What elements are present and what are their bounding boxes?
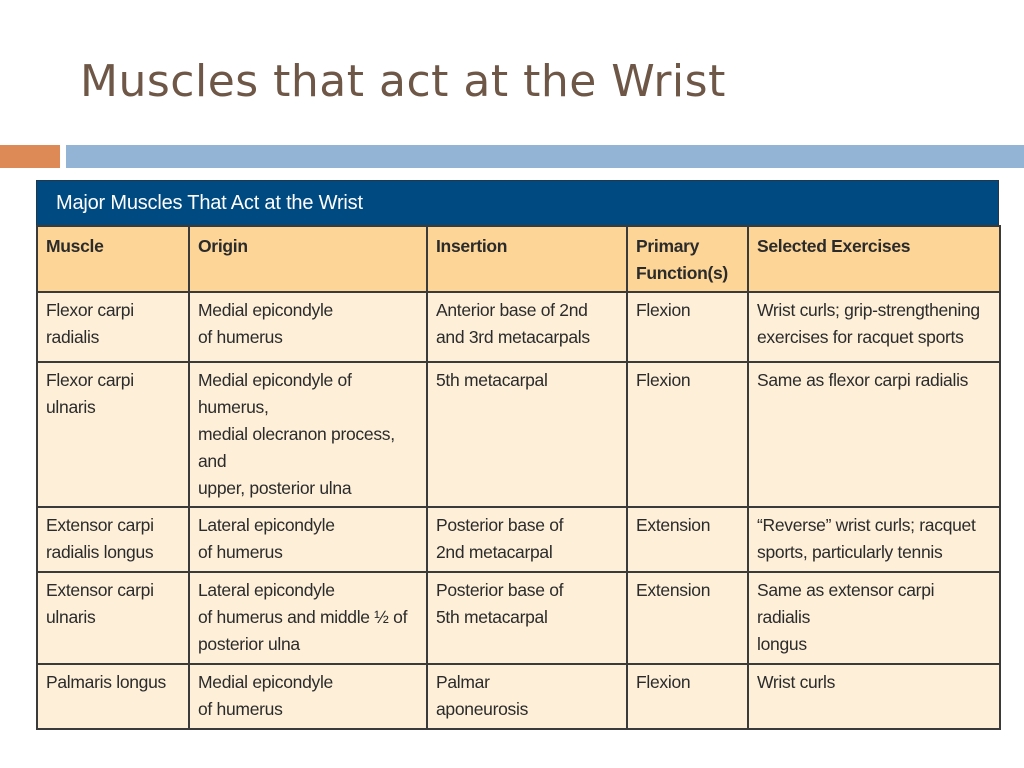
cell-function: Flexion — [627, 664, 748, 729]
cell-insertion: Posterior base of 5th metacarpal — [427, 572, 627, 664]
cell-origin: Lateral epicondyle of humerus — [189, 507, 427, 572]
cell-insertion: Palmar aponeurosis — [427, 664, 627, 729]
column-header-origin: Origin — [189, 226, 427, 292]
column-header-insertion: Insertion — [427, 226, 627, 292]
accent-bar-orange — [0, 145, 60, 168]
table-row — [37, 572, 1000, 664]
table-row — [37, 362, 1000, 507]
column-header-primary-function: Primary Function(s) — [627, 226, 748, 292]
cell-function: Flexion — [627, 362, 748, 507]
cell-exercises: Same as flexor carpi radialis — [748, 362, 1000, 507]
table-caption: Major Muscles That Act at the Wrist — [36, 180, 999, 225]
accent-bar-blue — [66, 145, 1024, 168]
cell-function: Extension — [627, 507, 748, 572]
cell-muscle: Extensor carpi radialis longus — [37, 507, 189, 572]
cell-muscle: Extensor carpi ulnaris — [37, 572, 189, 664]
table-row — [37, 507, 1000, 572]
table-row — [37, 664, 1000, 729]
cell-exercises: Same as extensor carpi radialis longus — [748, 572, 1000, 664]
cell-origin: Medial epicondyle of humerus — [189, 664, 427, 729]
cell-muscle: Flexor carpi ulnaris — [37, 362, 189, 507]
cell-exercises: Wrist curls; grip-strengthening exercises for racquet sports — [748, 292, 1000, 362]
cell-exercises: “Reverse” wrist curls; racquet sports, particularly tennis — [748, 507, 1000, 572]
cell-function: Extension — [627, 572, 748, 664]
cell-origin: Medial epicondyle of humerus — [189, 292, 427, 362]
cell-origin: Lateral epicondyle of humerus and middle ½ of posterior ulna — [189, 572, 427, 664]
cell-function: Flexion — [627, 292, 748, 362]
cell-insertion: 5th metacarpal — [427, 362, 627, 507]
cell-exercises: Wrist curls — [748, 664, 1000, 729]
table-row — [37, 292, 1000, 362]
cell-muscle: Flexor carpi radialis — [37, 292, 189, 362]
table-header-row — [37, 226, 1000, 292]
muscles-table — [36, 225, 1001, 730]
muscles-table-panel — [36, 180, 999, 730]
slide-title: Muscles that act at the Wrist — [80, 56, 726, 107]
cell-insertion: Posterior base of 2nd metacarpal — [427, 507, 627, 572]
cell-origin: Medial epicondyle of humerus, medial olecranon process, and upper, posterior ulna — [189, 362, 427, 507]
cell-insertion: Anterior base of 2nd and 3rd metacarpals — [427, 292, 627, 362]
column-header-muscle: Muscle — [37, 226, 189, 292]
cell-muscle: Palmaris longus — [37, 664, 189, 729]
column-header-selected-exercises: Selected Exercises — [748, 226, 1000, 292]
